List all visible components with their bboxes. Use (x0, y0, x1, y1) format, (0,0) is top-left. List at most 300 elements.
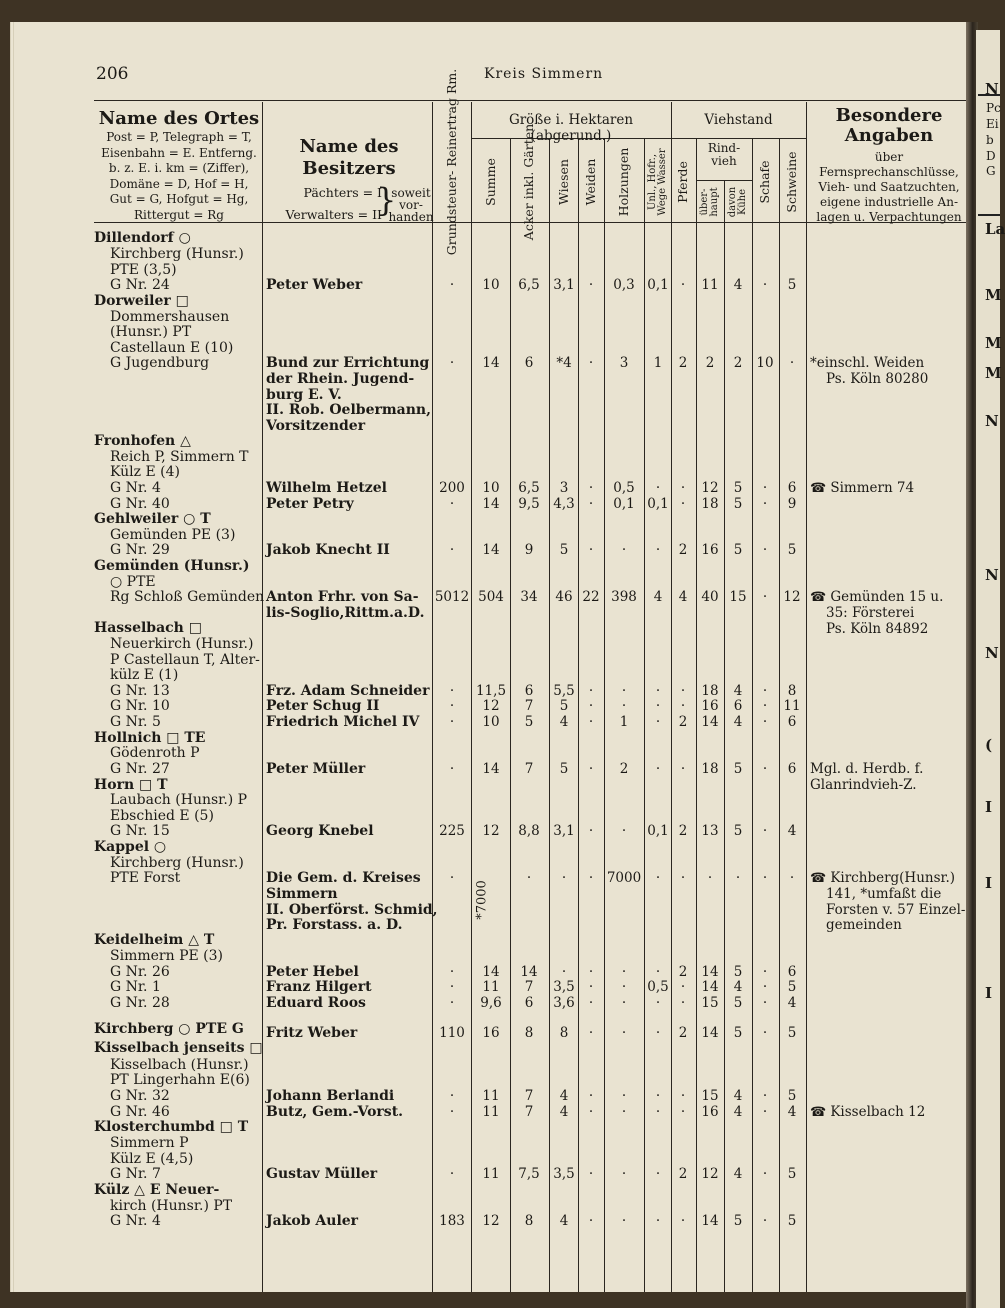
cell-grundsteuer: · (449, 870, 455, 886)
cell-wiesen: 46 (555, 589, 573, 605)
remark-text: Glanrindvieh-Z. (810, 777, 917, 793)
remark-text: Gemünden 15 u. (830, 589, 944, 605)
cell-weiden: · (588, 355, 594, 371)
cell-pferde: 2 (678, 355, 688, 371)
cell-kuehe: 4 (733, 714, 743, 730)
place-name: Kappel ○ (94, 839, 167, 855)
owner-name: Bund zur Errichtung (266, 355, 430, 371)
facing-margin-letter: N (985, 412, 999, 430)
owner-name: lis-Soglio,Rittm.a.D. (266, 605, 425, 621)
cell-schafe: 10 (756, 355, 774, 371)
facing-margin-letter: ( (985, 736, 993, 754)
col-divider-ort (262, 102, 263, 1292)
place-detail: Laubach (Hunsr.) P (110, 792, 248, 808)
book-page (14, 22, 970, 1292)
cell-wiesen: 3,6 (553, 995, 575, 1011)
cell-schafe: · (762, 995, 768, 1011)
cell-rindvieh: 12 (701, 480, 719, 496)
cell-schweine: 5 (787, 1213, 797, 1229)
owner-name: Die Gem. d. Kreises (266, 870, 421, 886)
cell-grundsteuer: 5012 (434, 589, 470, 605)
cell-grundsteuer: · (449, 355, 455, 371)
cell-wiesen: · (561, 870, 567, 886)
cell-kuehe: 5 (733, 480, 743, 496)
cell-weiden: · (588, 277, 594, 293)
header-kuehe: davon Kühe (727, 186, 748, 218)
cell-wiesen: 4 (559, 1213, 569, 1229)
place-detail: G Nr. 5 (110, 714, 161, 730)
cell-grundsteuer: · (449, 496, 455, 512)
cell-kuehe: 5 (733, 1025, 743, 1041)
remark-text: Mgl. d. Herdb. f. (810, 761, 924, 777)
place-detail: Dommershausen (110, 309, 230, 325)
header-ueberhaupt: über- haupt (699, 187, 720, 217)
legend-line: Eisenbahn = E. Entferng. (101, 145, 257, 160)
cell-wiesen: 4 (559, 714, 569, 730)
cell-schafe: · (762, 823, 768, 839)
cell-summe: 14 (482, 964, 500, 980)
cell-kuehe: 5 (733, 964, 743, 980)
cell-grundsteuer: · (449, 1088, 455, 1104)
facing-header-letter: Ei (986, 117, 999, 131)
cell-summe: 14 (482, 542, 500, 558)
cell-schweine: 9 (787, 496, 797, 512)
cell-rindvieh: 16 (701, 698, 719, 714)
owner-name: Friedrich Michel IV (266, 714, 420, 730)
remark-line (810, 762, 923, 777)
header-summe: Summe (482, 158, 498, 206)
facing-page (976, 30, 1005, 1308)
cell-schweine: 8 (787, 683, 797, 699)
cell-pferde: 2 (678, 823, 688, 839)
cell-summe: 12 (482, 823, 500, 839)
cell-acker: 7,5 (518, 1166, 540, 1182)
cell-acker: · (526, 870, 532, 886)
facing-margin-letter: I (985, 984, 993, 1002)
cell-unland: · (655, 761, 661, 777)
place-name: Gemünden (Hunsr.) (94, 558, 250, 574)
cell-unland: · (655, 1088, 661, 1104)
header-weiden: Weiden (582, 158, 598, 206)
place-detail: PTE (3,5) (110, 262, 177, 278)
cell-unland: 4 (653, 589, 663, 605)
cell-schweine: 5 (787, 979, 797, 995)
cell-summe: 9,6 (480, 995, 502, 1011)
cell-weiden: · (588, 964, 594, 980)
cell-weiden: · (588, 995, 594, 1011)
cell-holzungen: · (621, 542, 627, 558)
cell-weiden: · (588, 823, 594, 839)
cell-schweine: 5 (787, 1088, 797, 1104)
place-detail: G Nr. 7 (110, 1166, 161, 1182)
facing-header-letter: b (986, 133, 994, 147)
header-unl: Unl., Hofr., Wege Wasser (647, 148, 668, 216)
remark-line (826, 606, 914, 621)
cell-schafe: · (762, 277, 768, 293)
remark-line (810, 778, 917, 793)
cell-unland: · (655, 714, 661, 730)
cell-acker: 9 (524, 542, 534, 558)
place-detail: Ebschied E (5) (110, 808, 214, 824)
cell-pferde: · (680, 1213, 686, 1229)
cell-wiesen: 5 (559, 761, 569, 777)
cell-acker: 7 (524, 979, 534, 995)
cell-grundsteuer: · (449, 979, 455, 995)
cell-grundsteuer: · (449, 277, 455, 293)
cell-weiden: · (588, 761, 594, 777)
cell-kuehe: 5 (733, 761, 743, 777)
place-detail: G Nr. 4 (110, 480, 161, 496)
cell-unland: · (655, 964, 661, 980)
owner-name: Butz, Gem.-Vorst. (266, 1104, 404, 1120)
owner-name: Johann Berlandi (266, 1088, 395, 1104)
facing-header-letter: D (986, 149, 996, 163)
cell-pferde: · (680, 995, 686, 1011)
header-besitzer-title: Name des Besitzers (299, 136, 399, 179)
remark-text: Ps. Köln 80280 (826, 371, 929, 387)
remark-line (810, 356, 924, 371)
cell-summe: 11 (482, 979, 500, 995)
cell-schweine: 5 (787, 1025, 797, 1041)
cell-kuehe: 4 (733, 683, 743, 699)
place-name: Külz △ E Neuer- (94, 1182, 220, 1198)
cell-summe: 11 (482, 1166, 500, 1182)
remark-text: Forsten v. 57 Einzel- (826, 902, 966, 918)
cell-weiden: · (588, 1088, 594, 1104)
place-detail: PTE Forst (110, 870, 181, 886)
cell-unland: · (655, 1213, 661, 1229)
cell-unland: · (655, 1025, 661, 1041)
place-detail: G Nr. 1 (110, 979, 161, 995)
cell-schafe: · (762, 1025, 768, 1041)
cell-schafe: · (762, 496, 768, 512)
facing-margin-letter: M (985, 364, 1002, 382)
cell-summe: 10 (482, 480, 500, 496)
cell-acker: 7 (524, 1088, 534, 1104)
place-detail: Külz E (4,5) (110, 1151, 194, 1167)
cell-weiden: · (588, 1025, 594, 1041)
header-grundsteuer: Grundsteuer- Reinertrag Rm. (443, 68, 459, 256)
cell-kuehe: · (735, 870, 741, 886)
cell-schweine: · (789, 355, 795, 371)
cell-pferde: 2 (678, 542, 688, 558)
cell-schafe: · (762, 1166, 768, 1182)
cell-schweine: 4 (787, 995, 797, 1011)
facing-header-letter: N (985, 80, 999, 98)
place-name: Dillendorf ○ (94, 230, 191, 246)
remark-text: Ps. Köln 84892 (826, 621, 929, 637)
place-detail: P Castellaun T, Alter- (110, 652, 260, 668)
page-number: 206 (96, 64, 129, 84)
owner-name: Peter Weber (266, 277, 363, 293)
cell-holzungen: · (621, 1213, 627, 1229)
place-detail: G Nr. 28 (110, 995, 170, 1011)
cell-grundsteuer: 200 (439, 480, 465, 496)
cell-pferde: · (680, 761, 686, 777)
cell-wiesen: 5 (559, 698, 569, 714)
cell-summe: 11,5 (475, 683, 507, 699)
cell-schweine: 11 (783, 698, 801, 714)
cell-holzungen: 3 (619, 355, 629, 371)
cell-holzungen: 2 (619, 761, 629, 777)
place-detail: Kirchberg (Hunsr.) (110, 246, 244, 262)
header-groesse-title: Größe i. Hektaren (abgerund.) (508, 112, 634, 144)
cell-rindvieh: 14 (701, 1025, 719, 1041)
facing-margin-letter: M (985, 334, 1002, 352)
cell-holzungen: · (621, 698, 627, 714)
cell-schweine: · (789, 870, 795, 886)
header-schweine: Schweine (783, 151, 799, 213)
cell-grundsteuer: · (449, 964, 455, 980)
cell-holzungen: 1 (619, 714, 629, 730)
cell-unland: · (655, 995, 661, 1011)
cell-schafe: · (762, 964, 768, 980)
header-ort-title: Name des Ortes (98, 108, 260, 129)
running-title: Kreis Simmern (484, 66, 604, 82)
owner-name: Gustav Müller (266, 1166, 378, 1182)
legend-line: Domäne = D, Hof = H, (109, 176, 249, 191)
owner-name: Eduard Roos (266, 995, 366, 1011)
cell-wiesen: 5 (559, 542, 569, 558)
place-detail: Gemünden PE (3) (110, 527, 236, 543)
cell-holzungen: · (621, 1104, 627, 1120)
remark-line (810, 481, 914, 496)
owner-name: Wilhelm Hetzel (266, 480, 387, 496)
cell-pferde: 2 (678, 1025, 688, 1041)
cell-acker: 9,5 (518, 496, 540, 512)
cell-summe: 10 (482, 277, 500, 293)
cell-unland: 0,5 (647, 979, 669, 995)
remark-text: 141, *umfaßt die (826, 886, 942, 902)
header-top-rule (94, 100, 970, 101)
cell-weiden: · (588, 1166, 594, 1182)
place-detail: G Nr. 24 (110, 277, 170, 293)
facing-header-rule (978, 214, 1000, 216)
place-detail: G Nr. 26 (110, 964, 170, 980)
place-name: Kirchberg ○ PTE G (94, 1021, 244, 1037)
cell-schafe: · (762, 589, 768, 605)
remark-text: gemeinden (826, 917, 902, 933)
place-detail: Gödenroth P (110, 745, 200, 761)
telephone-icon: ☎ (810, 1105, 831, 1120)
place-detail: külz E (1) (110, 667, 179, 683)
facing-margin-letter: M (985, 286, 1002, 304)
cell-holzungen: · (621, 683, 627, 699)
cell-weiden: · (588, 870, 594, 886)
cell-acker: 7 (524, 1104, 534, 1120)
cell-grundsteuer: · (449, 698, 455, 714)
owner-name: II. Oberförst. Schmid, (266, 902, 438, 918)
cell-rindvieh: 14 (701, 1213, 719, 1229)
cell-unland: · (655, 1166, 661, 1182)
cell-pferde: 2 (678, 964, 688, 980)
cell-schafe: · (762, 979, 768, 995)
cell-grundsteuer: · (449, 761, 455, 777)
cell-pferde: · (680, 496, 686, 512)
place-detail: kirch (Hunsr.) PT (110, 1198, 233, 1214)
owner-name: der Rhein. Jugend- (266, 371, 415, 387)
cell-holzungen: 0,3 (613, 277, 635, 293)
cell-holzungen: · (621, 823, 627, 839)
cell-acker: 8 (524, 1213, 534, 1229)
cell-acker: 8,8 (518, 823, 540, 839)
header-angaben-sub: über Fernsprechanschlüsse, Vieh- und Saatzuchten, eigene industrielle An- lagen u. Verpachtungen (816, 150, 962, 224)
cell-rindvieh: 14 (701, 964, 719, 980)
cell-acker: 5 (524, 714, 534, 730)
verwalter-label: Verwalters = II (285, 207, 382, 222)
cell-kuehe: 4 (733, 979, 743, 995)
remark-line (826, 622, 928, 637)
cell-pferde: · (680, 870, 686, 886)
cell-rindvieh: 15 (701, 1088, 719, 1104)
cell-wiesen: 4 (559, 1104, 569, 1120)
cell-rindvieh: 14 (701, 979, 719, 995)
cell-rindvieh: 18 (701, 683, 719, 699)
cell-wiesen: 4,3 (553, 496, 575, 512)
cell-rindvieh: 40 (701, 589, 719, 605)
cell-unland: · (655, 480, 661, 496)
cell-summe: 14 (482, 761, 500, 777)
cell-weiden: · (588, 480, 594, 496)
header-wiesen: Wiesen (555, 159, 571, 205)
cell-schafe: · (762, 870, 768, 886)
cell-kuehe: 15 (729, 589, 747, 605)
cell-schafe: · (762, 714, 768, 730)
remark-line (810, 1105, 925, 1120)
cell-summe: 12 (482, 1213, 500, 1229)
cell-grundsteuer: · (449, 1104, 455, 1120)
cell-grundsteuer: · (449, 542, 455, 558)
place-name: Keidelheim △ T (94, 932, 215, 948)
cell-schafe: · (762, 542, 768, 558)
place-detail: ○ PTE (110, 574, 156, 590)
cell-unland: 0,1 (647, 496, 669, 512)
owner-name: Jakob Knecht II (266, 542, 390, 558)
cell-pferde: 2 (678, 1166, 688, 1182)
cell-grundsteuer: 110 (439, 1025, 465, 1041)
cell-wiesen: 3,1 (553, 277, 575, 293)
cell-weiden: · (588, 1104, 594, 1120)
cell-pferde: · (680, 683, 686, 699)
remark-line (826, 887, 941, 902)
owner-name: Vorsitzender (266, 418, 366, 434)
legend-line: Gut = G, Hofgut = Hg, (109, 192, 249, 206)
cell-rindvieh: 2 (705, 355, 715, 371)
header-pferde: Pferde (674, 161, 690, 203)
cell-wiesen: 8 (559, 1025, 569, 1041)
place-detail: Külz E (4) (110, 464, 180, 480)
owner-name: II. Rob. Oelbermann, (266, 402, 431, 418)
owner-name: Simmern (266, 886, 338, 902)
place-name: Horn □ T (94, 777, 168, 793)
place-detail: G Nr. 46 (110, 1104, 170, 1120)
place-name: Gehlweiler ○ T (94, 511, 211, 527)
owner-name: Frz. Adam Schneider (266, 683, 430, 699)
cell-schweine: 4 (787, 823, 797, 839)
place-detail: G Nr. 15 (110, 823, 170, 839)
cell-holzungen: · (621, 1025, 627, 1041)
cell-kuehe: 4 (733, 1166, 743, 1182)
owner-name: Fritz Weber (266, 1025, 358, 1041)
cell-schafe: · (762, 480, 768, 496)
cell-wiesen: *4 (556, 355, 572, 371)
owner-name: Peter Schug II (266, 698, 380, 714)
cell-schweine: 5 (787, 1166, 797, 1182)
cell-unland: 0,1 (647, 823, 669, 839)
facing-margin-letter: La (985, 220, 1005, 238)
cell-summe: 12 (482, 698, 500, 714)
header-acker: Acker inkl. Gärten (520, 123, 536, 241)
owner-name: Jakob Auler (266, 1213, 359, 1229)
cell-weiden: · (588, 714, 594, 730)
place-detail: G Nr. 10 (110, 698, 170, 714)
place-detail: PT Lingerhahn E(6) (110, 1072, 250, 1088)
cell-summe: 11 (482, 1104, 500, 1120)
header-schafe: Schafe (756, 160, 772, 204)
cell-schweine: 4 (787, 1104, 797, 1120)
cell-schafe: · (762, 683, 768, 699)
cell-unland: · (655, 542, 661, 558)
legend-line: Rittergut = Rg (134, 207, 224, 222)
cell-schweine: 12 (783, 589, 801, 605)
cell-kuehe: 6 (733, 698, 743, 714)
facing-margin-letter: I (985, 874, 993, 892)
cell-acker: 7 (524, 698, 534, 714)
remark-text: Kirchberg(Hunsr.) (830, 870, 956, 886)
telephone-icon: ☎ (810, 590, 831, 605)
place-detail: Castellaun E (10) (110, 340, 234, 356)
header-vieh-title: Viehstand (704, 112, 773, 128)
cell-pferde: 4 (678, 589, 688, 605)
owner-name: Pr. Forstass. a. D. (266, 917, 403, 933)
cell-schafe: · (762, 698, 768, 714)
facing-margin-letter: N (985, 566, 999, 584)
cell-acker: 6,5 (518, 277, 540, 293)
cell-schweine: 5 (787, 277, 797, 293)
cell-weiden: · (588, 698, 594, 714)
cell-wiesen: 3 (559, 480, 569, 496)
cell-kuehe: 5 (733, 995, 743, 1011)
cell-rindvieh: 13 (701, 823, 719, 839)
remark-line (810, 871, 955, 886)
header-ort-legend (94, 130, 264, 223)
cell-holzungen: · (621, 995, 627, 1011)
cell-summe: 14 (482, 355, 500, 371)
remark-line (826, 918, 902, 933)
cell-wiesen: 3,1 (553, 823, 575, 839)
cell-holzungen: 0,1 (613, 496, 635, 512)
cell-grundsteuer: 225 (439, 823, 465, 839)
place-name: Hollnich □ TE (94, 730, 206, 746)
cell-acker: 34 (520, 589, 538, 605)
cell-holzungen: 398 (611, 589, 637, 605)
cell-schafe: · (762, 761, 768, 777)
facing-margin-letter: N (985, 644, 999, 662)
cell-weiden: · (588, 542, 594, 558)
place-detail: Kirchberg (Hunsr.) (110, 855, 244, 871)
place-name: Kisselbach jenseits □ (94, 1040, 263, 1056)
place-detail: G Nr. 29 (110, 542, 170, 558)
owner-name: burg E. V. (266, 387, 342, 403)
owner-name: Peter Müller (266, 761, 366, 777)
rindvieh-rule (696, 180, 752, 181)
facing-header-letter: Pc (986, 101, 1001, 115)
cell-pferde: · (680, 1088, 686, 1104)
cell-holzungen: · (621, 1088, 627, 1104)
cell-rindvieh: 11 (701, 277, 719, 293)
cell-schafe: · (762, 1104, 768, 1120)
cell-kuehe: 4 (733, 277, 743, 293)
